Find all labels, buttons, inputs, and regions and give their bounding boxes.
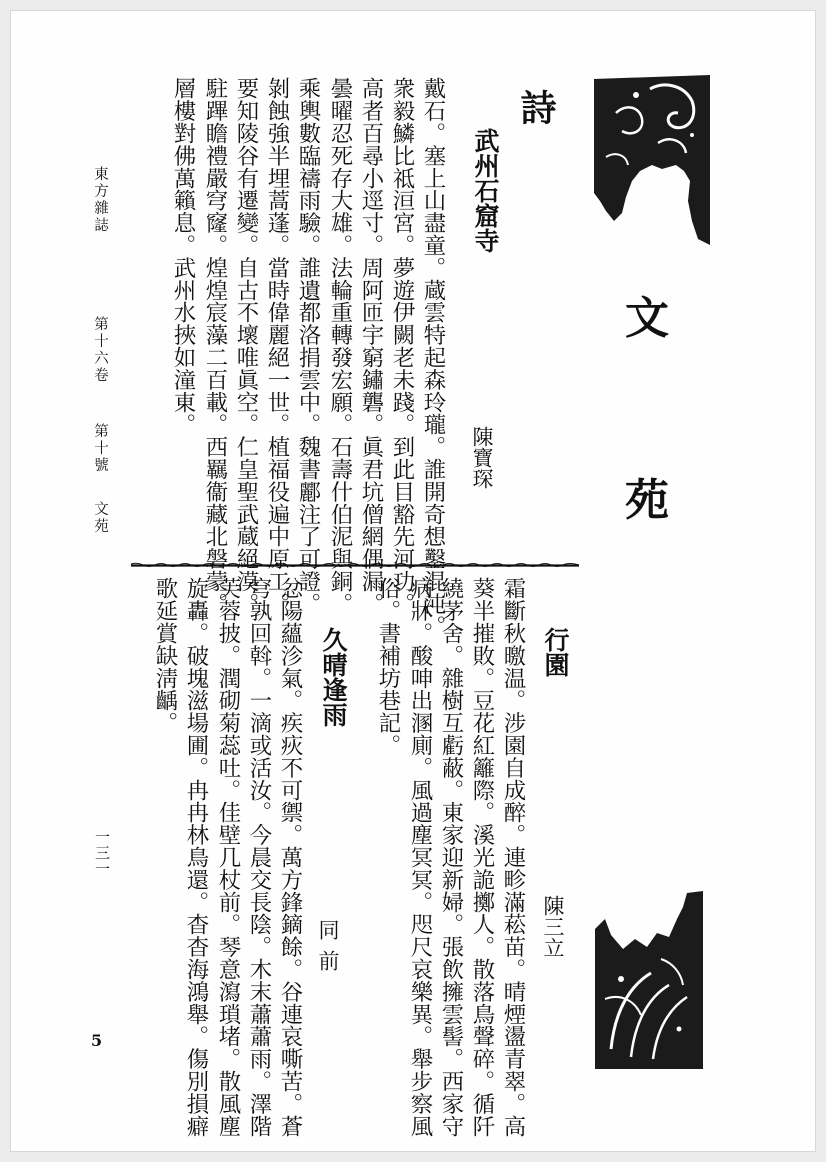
poem-3-line: 芙蓉披。潤砌菊蕊吐。佳壁几杖前。琴意瀉瑣堵。散風塵 <box>215 577 241 1137</box>
poem-2-line: 葵半摧敗。豆花紅籬際。溪光詭擲人。散落鳥聲碎。循阡 <box>469 577 495 1137</box>
poem-3-author: 同前 <box>316 919 340 981</box>
poem-2-line: 俗。書補坊巷記。 <box>375 577 401 757</box>
poem-3-title: 久晴逢雨 <box>319 627 348 727</box>
volume-number: 第十六卷 <box>92 316 108 384</box>
poem-1-line: 駐蹕瞻禮嚴穹窿。煌煌宸藻二百載。西羈衞藏北磐蒙。 <box>202 77 228 615</box>
issue-number: 第十號 <box>92 423 108 474</box>
section-title-char-2: 苑 <box>625 475 669 526</box>
poem-1-line: 曇曜忍死存大雄。法輪重轉發宏願。石壽什伯泥與銅。 <box>327 77 353 615</box>
poem-1-line: 要知陵谷有遷變。自古不壞唯眞空。仁皇聖武蔵絕漠。 <box>233 77 259 615</box>
section-divider <box>131 562 579 569</box>
poem-1-line: 衆毅鱗比祗洹宮。夢遊伊闕老未踐。到此目豁先河功。 <box>389 77 415 615</box>
poem-2-author: 陳三立 <box>541 895 565 958</box>
poem-2-title: 行園 <box>541 627 570 677</box>
journal-name: 東方雜誌 <box>92 166 108 234</box>
poem-1-author: 陳寶琛 <box>470 426 494 489</box>
poem-2-line: 繞茅舍。雜樹互虧蔽。東家迎新婦。張飲擁雲髻。西家守 <box>438 577 464 1137</box>
decorative-ornament-bottom <box>591 889 707 1071</box>
decorative-ornament-top <box>592 73 712 249</box>
poem-1-line: 高者百尋小逕寸。周阿匝宇窮鏽礱。眞君坑僧網偶漏。 <box>358 77 384 615</box>
poem-1-line: 戴石。塞上山盡童。蔵雲特起森玲瓏。誰開奇想鑿混沌。 <box>420 77 446 637</box>
poem-1-line: 乘輿數臨禱雨驗。誰遺都洛捐雲中。魏書酈注了可證。 <box>295 77 321 615</box>
page-number: 一三一 <box>93 829 111 877</box>
poem-3-line: 歌延賞缺淸齲。 <box>152 577 178 734</box>
journal-page <box>10 10 816 1152</box>
poem-3-line: 忿陽蘊沴氣。疾疢不可禦。萬方鋒鏑餘。谷連哀嘶苦。蒼 <box>277 577 303 1137</box>
poem-1-line: 層樓對佛萬籟息。武州水挾如潼東。 <box>170 77 196 436</box>
category-heading: 詩 <box>515 89 557 125</box>
poem-1-line: 剝蝕強半埋蒿蓬。當時偉麗絕一世。植福役遍中原工。 <box>264 77 290 615</box>
column-name: 文苑 <box>92 501 108 535</box>
poem-3-line: 穹孰回斡。一滴或活汝。今晨交長陰。木末蕭蕭雨。澤階 <box>246 577 272 1137</box>
poem-3-line: 旋轟。破塊滋場圃。冉冉林鳥還。杳杳海鴻舉。傷別損癖 <box>183 577 209 1137</box>
poem-2-line: 病牀。酸呻出溷廁。風過塵冥冥。咫尺哀樂異。舉步察風 <box>407 577 433 1137</box>
poem-2-line: 霜斷秋曒温。涉園自成醉。連畛滿菘苗。晴煙盪青翠。高 <box>500 577 526 1137</box>
poem-1-title: 武州石窟寺 <box>471 128 500 253</box>
section-title-char-1: 文 <box>625 293 669 344</box>
page-marker: 5 <box>91 1031 103 1050</box>
